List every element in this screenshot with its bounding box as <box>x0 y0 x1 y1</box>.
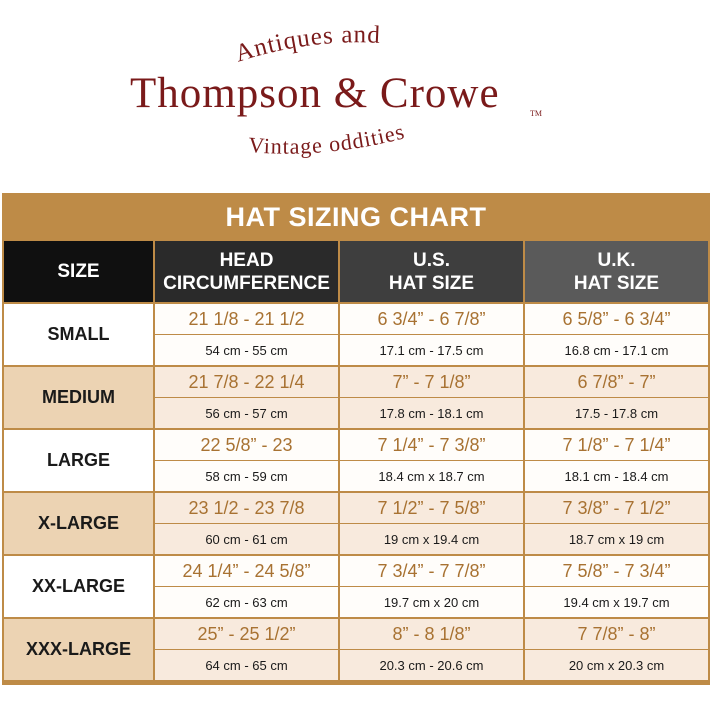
us-cm: 17.1 cm - 17.5 cm <box>340 335 523 365</box>
head-cm: 60 cm - 61 cm <box>155 524 338 554</box>
header-size <box>4 241 153 302</box>
us-inches: 6 3/4” - 6 7/8” <box>340 304 523 334</box>
chart-title: HAT SIZING CHART <box>225 202 487 232</box>
us-cm: 19 cm x 19.4 cm <box>340 524 523 554</box>
us-inches: 7 3/4” - 7 7/8” <box>340 556 523 586</box>
us-cm: 20.3 cm - 20.6 cm <box>340 650 523 680</box>
hat-sizing-chart <box>2 193 710 685</box>
table-row-small <box>2 304 710 365</box>
uk-cm: 20 cm x 20.3 cm <box>525 650 708 680</box>
header-uk-hat-size <box>525 241 708 302</box>
us-inches: 7 1/4” - 7 3/8” <box>340 430 523 460</box>
brand-logo <box>0 0 720 180</box>
table-row-large <box>2 430 710 491</box>
table-row-x-large <box>2 493 710 554</box>
size-label: SMALL <box>4 304 153 365</box>
uk-inches: 6 5/8” - 6 3/4” <box>525 304 708 334</box>
head-inches: 23 1/2 - 23 7/8 <box>155 493 338 523</box>
us-inches: 8” - 8 1/8” <box>340 619 523 649</box>
size-label: XXX-LARGE <box>4 619 153 680</box>
size-label: X-LARGE <box>4 493 153 554</box>
head-cm: 54 cm - 55 cm <box>155 335 338 365</box>
head-inches: 22 5/8” - 23 <box>155 430 338 460</box>
uk-cm: 16.8 cm - 17.1 cm <box>525 335 708 365</box>
head-cm: 62 cm - 63 cm <box>155 587 338 617</box>
uk-cm: 19.4 cm x 19.7 cm <box>525 587 708 617</box>
uk-cm: 17.5 - 17.8 cm <box>525 398 708 428</box>
uk-inches: 7 3/8” - 7 1/2” <box>525 493 708 523</box>
head-inches: 21 7/8 - 22 1/4 <box>155 367 338 397</box>
header-uk-line1: U.K. <box>597 249 636 271</box>
us-cm: 19.7 cm x 20 cm <box>340 587 523 617</box>
header-us-line1: U.S. <box>413 249 450 271</box>
header-head-line1: HEAD <box>219 249 274 271</box>
table-row-xxx-large <box>2 619 710 680</box>
head-inches: 21 1/8 - 21 1/2 <box>155 304 338 334</box>
head-inches: 24 1/4” - 24 5/8” <box>155 556 338 586</box>
head-cm: 64 cm - 65 cm <box>155 650 338 680</box>
size-label: LARGE <box>4 430 153 491</box>
header-head-line2: CIRCUMFERENCE <box>163 272 330 294</box>
brand-tagline-bottom: Vintage oddities <box>247 118 408 159</box>
uk-cm: 18.1 cm - 18.4 cm <box>525 461 708 491</box>
uk-inches: 7 1/8” - 7 1/4” <box>525 430 708 460</box>
uk-cm: 18.7 cm x 19 cm <box>525 524 708 554</box>
header-head-circumference <box>155 241 338 302</box>
header-size-label: SIZE <box>57 261 100 282</box>
us-inches: 7” - 7 1/8” <box>340 367 523 397</box>
uk-inches: 7 5/8” - 7 3/4” <box>525 556 708 586</box>
header-us-line2: HAT SIZE <box>388 272 475 294</box>
brand-tagline-top: Antiques and <box>231 21 382 68</box>
trademark-mark: TM <box>530 109 542 118</box>
head-cm: 56 cm - 57 cm <box>155 398 338 428</box>
us-cm: 18.4 cm x 18.7 cm <box>340 461 523 491</box>
table-row-xx-large <box>2 556 710 617</box>
header-us-hat-size <box>340 241 523 302</box>
brand-name: Thompson & Crowe <box>130 70 500 117</box>
uk-inches: 6 7/8” - 7” <box>525 367 708 397</box>
table-row-medium <box>2 367 710 428</box>
us-cm: 17.8 cm - 18.1 cm <box>340 398 523 428</box>
head-inches: 25” - 25 1/2” <box>155 619 338 649</box>
head-cm: 58 cm - 59 cm <box>155 461 338 491</box>
size-label: MEDIUM <box>4 367 153 428</box>
us-inches: 7 1/2” - 7 5/8” <box>340 493 523 523</box>
header-uk-line2: HAT SIZE <box>573 272 660 294</box>
size-label: XX-LARGE <box>4 556 153 617</box>
uk-inches: 7 7/8” - 8” <box>525 619 708 649</box>
